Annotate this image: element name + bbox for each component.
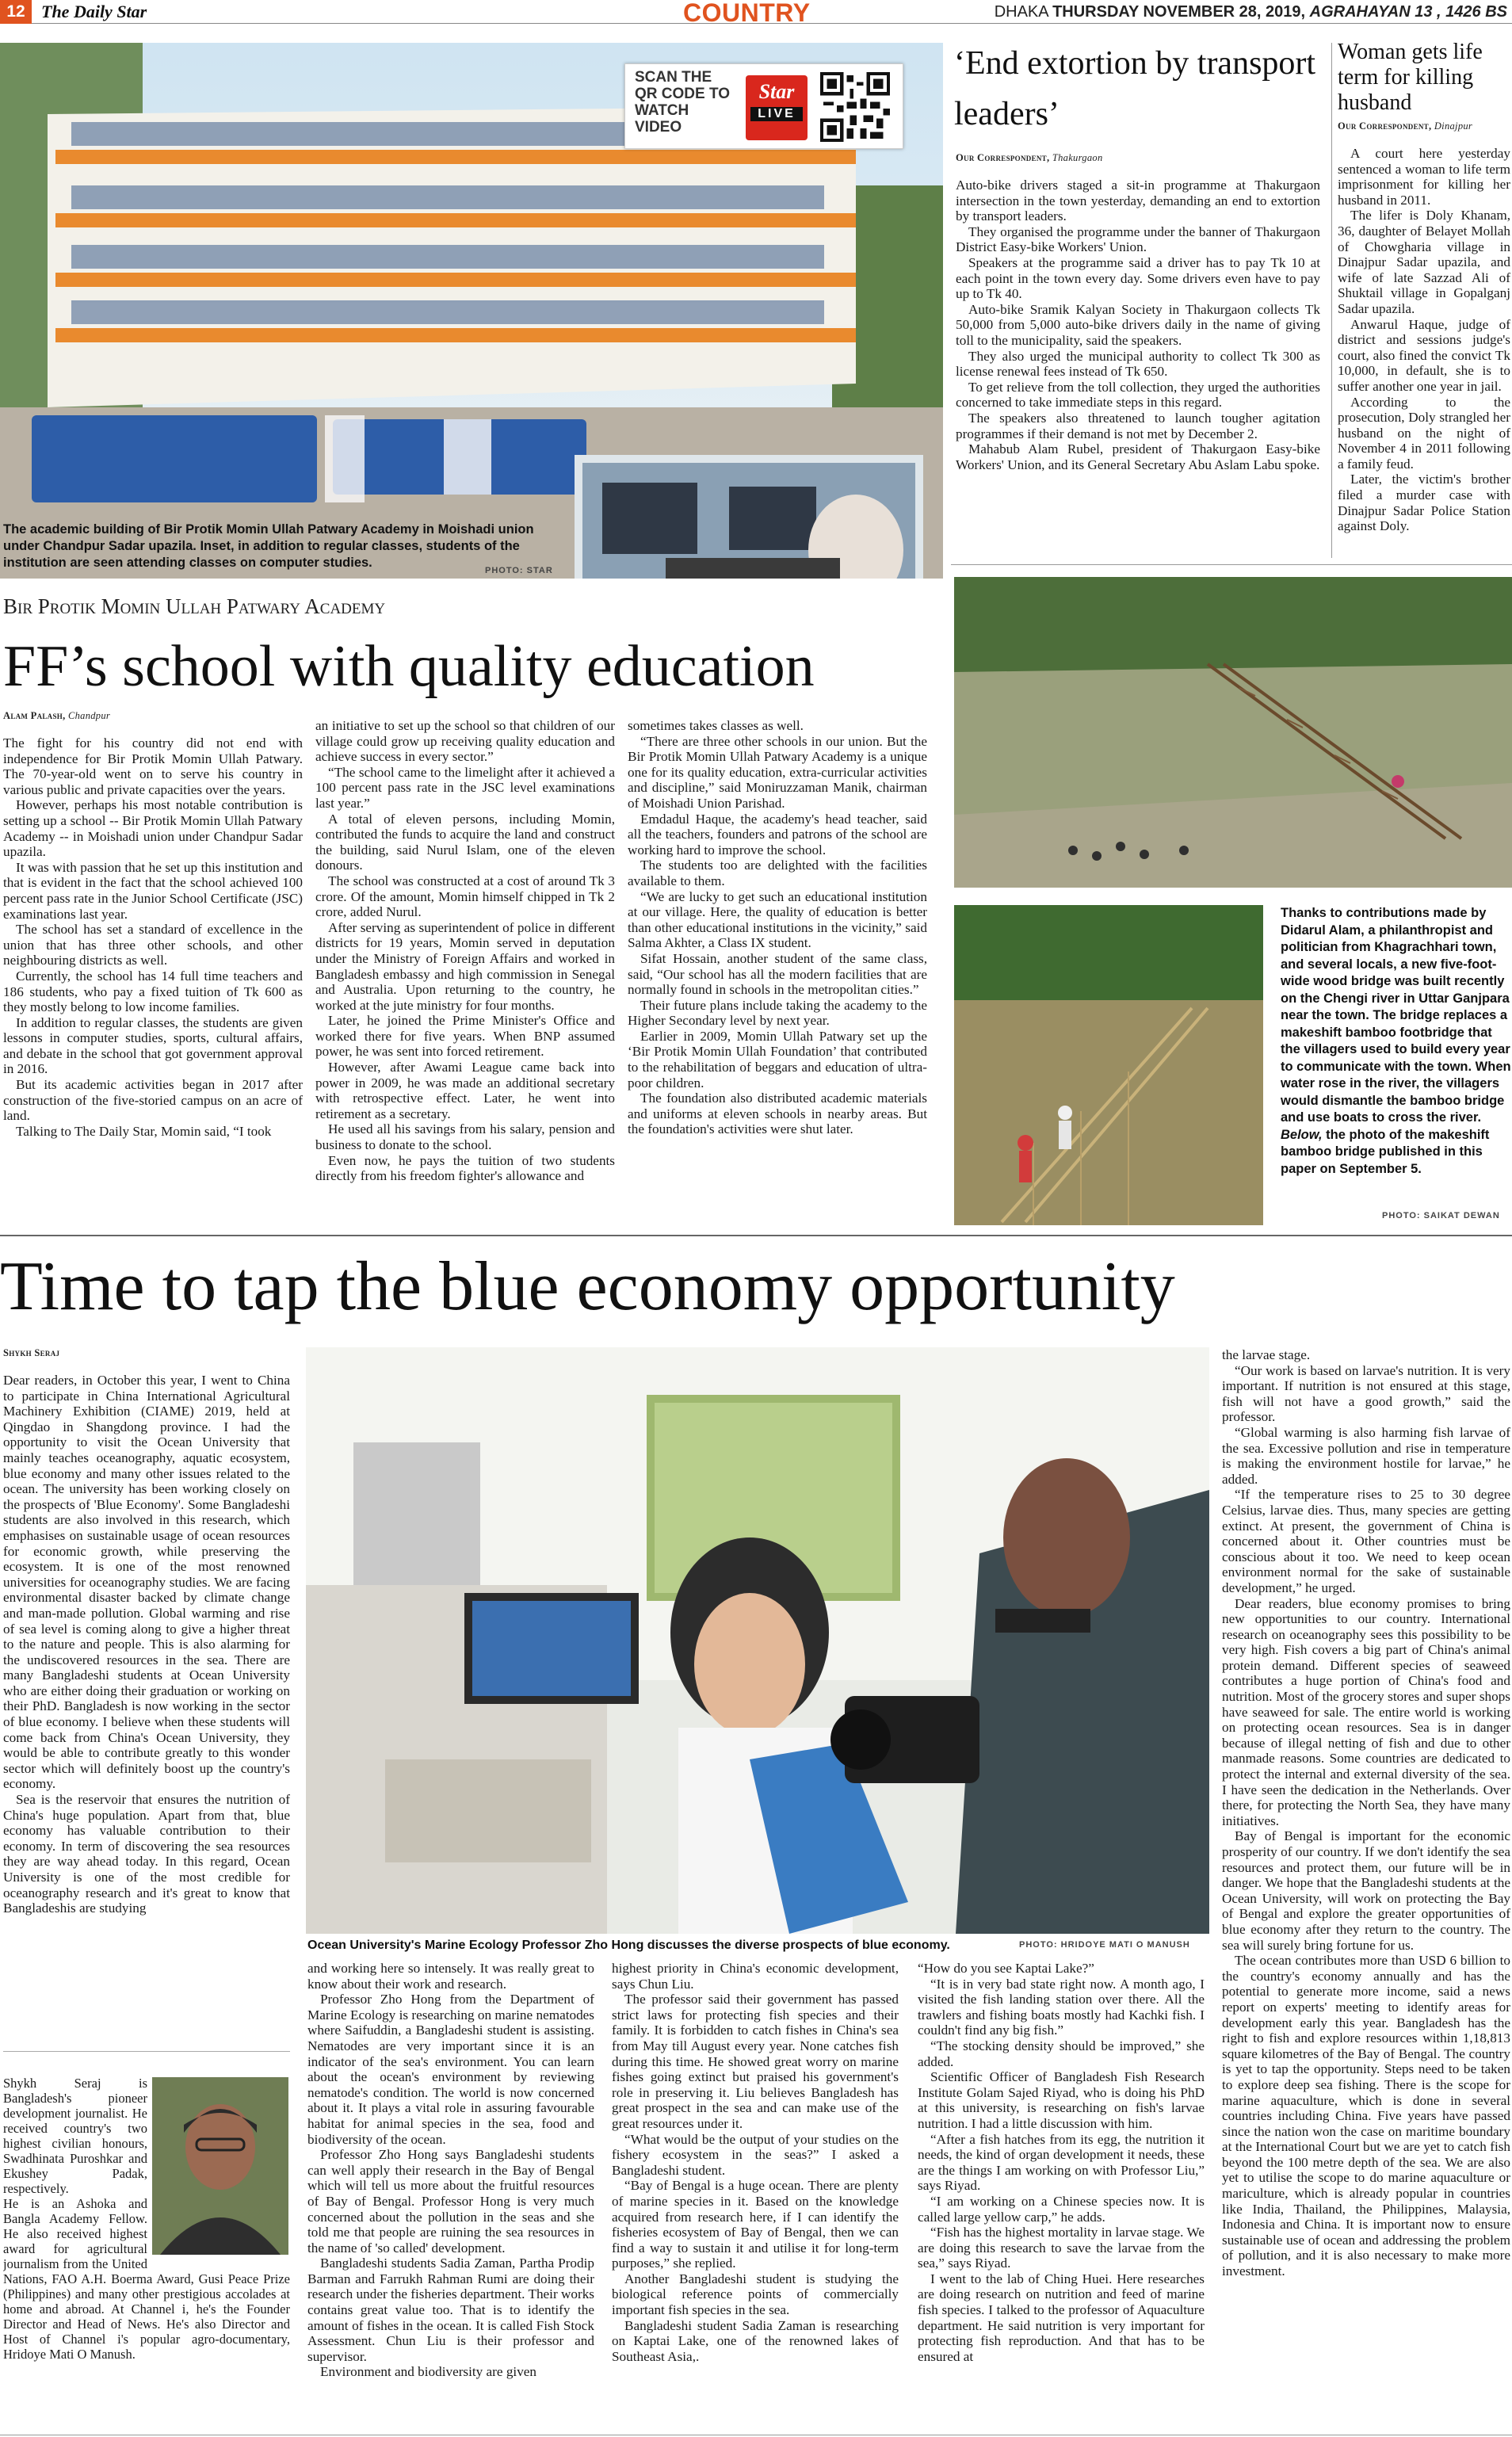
school-photo-credit: PHOTO: STAR	[485, 566, 553, 575]
school-col-3	[628, 718, 927, 1219]
bridge-photo-credit: PHOTO: SAIKAT DEWAN	[1382, 1211, 1500, 1220]
blue-col-3	[612, 1961, 899, 2432]
paragraph: It was with passion that he set up this institution and that is evident in the fact that the school achieved 100 percent pass rate in the Junior School Certificate (JSC) examinations last year.	[3, 859, 303, 922]
dateline-bengali: AGRAHAYAN 13 , 1426 BS	[1309, 3, 1507, 21]
paragraph: Later, the victim's brother filed a murder case with Dinajpur Sadar Police Station against Doly.	[1338, 472, 1510, 534]
bamboo-bridge-photo	[954, 905, 1263, 1225]
paragraph: Environment and biodiversity are given	[320, 2364, 537, 2380]
dateline-city: DHAKA	[994, 3, 1048, 21]
page-header	[0, 0, 1512, 27]
paragraph: Talking to The Daily Star, Momin said, “I took	[16, 1123, 272, 1139]
paragraph: According to the prosecution, Doly strangled her husband on the night of November 4 in 2011 following a family feud.	[1338, 394, 1510, 472]
paragraph: “The school came to the limelight after it achieved a 100 percent pass rate in the JSC level examinations last year.”	[315, 764, 615, 811]
paragraph: sometimes takes classes as well.	[628, 718, 804, 733]
woman-body	[1338, 146, 1510, 558]
paragraph: Their future plans include taking the academy to the Higher Secondary level by next year.	[628, 997, 927, 1029]
bridge-caption	[1281, 905, 1512, 1178]
paragraph: A court here yesterday sentenced a woman to life term imprisonment for killing her husband in 2011.	[1338, 146, 1510, 208]
star-live-logo	[746, 75, 808, 140]
paragraph: I went to the lab of Ching Huei. Here researches are doing research on nutrition and feed of marine fish species. I talked to the professor of Aquaculture department. He said nutrition is very important for protecting fish reproduction. And that has to be ensured at	[918, 2271, 1205, 2364]
qr-promo[interactable]	[624, 63, 903, 149]
school-byline-place: Chandpur	[67, 710, 111, 721]
paragraph: “Bay of Bengal is a huge ocean. There are plenty of marine species in it. Based on the knowledge acquired from research here, if I can identify the fisheries ecosystem of Bay of Bengal, then we can find a way to sustain it and utilise it for long-term purposes,” she replied.	[612, 2178, 899, 2271]
paragraph: Even now, he pays the tuition of two students directly from his freedom fighter's allowance and	[315, 1152, 615, 1184]
paragraph: Scientific Officer of Bangladesh Fish Research Institute Golam Sajed Riyad, who is doing his PhD at this university, is researching on fish's larvae nutrition. I had a little discussion with him.	[918, 2069, 1205, 2131]
paragraph: The ocean contributes more than USD 6 billion to the country's economy annually and has the potential to generate more income, said a news report on experts' meeting to identify areas for development early this year. Bangladesh has the right to fish and explore resources within 1,18,813 square kilometres of the Bay of Bengal. The country is yet to tap the opportunity. Steps need to be taken to explore deep sea fishing. There is the scope for marine aquaculture, which is done in several countries including China. Five years have passed since the nation won the case on maritime boundary at the International Court but we are yet to catch fish beyond the 100 metre depth of the sea. We are also yet to utilise the scope to do marine aquaculture or mariculture, which is already popular in countries like India, Thailand, the Philippines, Malaysia, Indonesia and China. It is important now to ensure sustainable use of ocean and addressing the problem of pollution, and it is also necessary to make more investment.	[1222, 1953, 1510, 2279]
woman-headline: Woman gets life term for killing husband	[1338, 40, 1483, 115]
divider-horizontal-top	[951, 564, 1512, 565]
author-bio-box	[3, 2051, 290, 2431]
school-headline: FF’s school with quality education	[3, 634, 815, 699]
blue-col-5	[1222, 1347, 1510, 2433]
paragraph: Currently, the school has 14 full time teachers and 186 students, who pay a fixed tuition of Tk 600 as they mostly belong to low income families.	[3, 968, 303, 1015]
paragraph: Another Bangladeshi student is studying the biological reference points of commercially important fish species in the sea.	[612, 2271, 899, 2318]
page-number: 12	[0, 0, 32, 24]
qr-code-icon[interactable]	[820, 72, 890, 142]
extortion-body	[956, 178, 1320, 558]
paragraph: “After a fish hatches from its egg, the nutrition it needs, the kind of organ development it needs, these are the things I am working on with Professor Liu,” says Riyad.	[918, 2131, 1205, 2194]
woman-byline	[1338, 120, 1472, 132]
school-kicker: Bir Protik Momin Ullah Patwary Academy	[3, 594, 386, 618]
woman-byline-place: Dinajpur	[1434, 120, 1473, 132]
paragraph: highest priority in China's economic development, says Chun Liu.	[612, 1961, 899, 1992]
paragraph: “Global warming is also harming fish larvae of the sea. Excessive pollution and rise in temperature is making the environment hostile for larvae,” he added.	[1222, 1424, 1510, 1487]
paragraph: Bay of Bengal is important for the economic prosperity of our country. If we don't identify the sea resources and protect them, our future will be in danger. We hope that the Bangladeshi students at the Ocean University, will work on protecting the Bay of Bengal and explore the greater opportunities of blue economy after they return to the country. The sea will surely bring fortune for us.	[1222, 1828, 1510, 1953]
paragraph: Bangladeshi students Sadia Zaman, Partha Prodip Barman and Farrukh Rahman Rumi are doing their research under the fisheries department. Their works contains great value too. That is to identify the amount of fishes in the ocean. It is called Fish Stock Assessment. Chun Liu is their professor and supervisor.	[307, 2256, 594, 2364]
paragraph: In addition to regular classes, the students are given lessons in computer studies, sports, cultural affairs, and debate in the school that got government approval in 2016.	[3, 1014, 303, 1077]
extortion-byline	[956, 152, 1103, 164]
blue-economy-headline: Time to tap the blue economy opportunity	[0, 1248, 1175, 1325]
paragraph: The students too are delighted with the facilities available to them.	[628, 858, 927, 888]
paragraph: “What would be the output of your studies on the fishery ecosystem in the seas?” I asked a Bangladeshi student.	[612, 2131, 899, 2178]
paragraph: “Fish has the highest mortality in larvae stage. We are doing this research to save the larvae from the sea,” says Riyad.	[918, 2225, 1205, 2271]
paragraph: “We are lucky to get such an educational institution at our village. Here, the quality of education is better than other educational institutions in the vicinity,” said Salma Akhter, a Class IX student.	[628, 888, 927, 951]
paragraph: and working here so intensely. It was really great to know about their work and research.	[307, 1961, 594, 1992]
school-byline-name: Alam Palash,	[3, 710, 66, 721]
paragraph: “There are three other schools in our union. But the Bir Protik Momin Ullah Patwary Academy is a unique one for its quality education, extra-curricular activities and discipline,” said Moniruzzaman Manik, chairman of Moishadi Union Parishad.	[628, 733, 927, 811]
logo-live-text: LIVE	[750, 107, 803, 121]
lab-photo-caption: Ocean University's Marine Ecology Professor Zho Hong discusses the diverse prospects of blue economy.	[307, 1939, 950, 1952]
paragraph: A total of eleven persons, including Momin, contributed the funds to acquire the land and construct the building, said Nurul Islam, one of the eleven donours.	[315, 811, 615, 873]
school-col-1	[3, 735, 303, 1219]
logo-star-text: Star	[758, 80, 795, 103]
paragraph: However, after Awami League came back into power in 2009, he was made an additional secretary with retrospective effect. Later, he went into retirement as a secretary.	[315, 1060, 615, 1121]
bridge-caption-tail: the photo of the makeshift bamboo bridge published in this paper on September 5.	[1281, 1127, 1490, 1176]
paragraph: Emdadul Haque, the academy's head teacher, said all the teachers, founders and patrons of the school are working hard to improve the school.	[628, 811, 927, 858]
paragraph: Anwarul Haque, judge of district and sessions judge's court, also fined the convict Tk 10,000, in default, she is to suffer another one year in jail.	[1338, 316, 1510, 394]
paragraph: Professor Zho Hong says Bangladeshi students can well apply their research in the Bay of Bengal which will tell us more about the fruitful resources of Bay of Bengal. Professor Hong is very much concerned about the pollution in the seas and she told me that people are ruining the sea resources in the name of 'so called' development.	[307, 2147, 594, 2256]
paragraph: Auto-bike drivers staged a sit-in programme at Thakurgaon intersection in the town yesterday, demanding an end to extortion by transport leaders.	[956, 178, 1320, 224]
paragraph: The fight for his country did not end with independence for Bir Protik Momin Ullah Patwary. The 70-year-old went on to serve his country in various public and private capacities over the years.	[3, 735, 303, 797]
paragraph: Professor Zho Hong from the Department of Marine Ecology is researching on marine nematodes where Saifuddin, a Bangladeshi student is assisting. Nematodes are very important since it is an indicator of the sea's environment. You can learn about the ocean's environment by reviewing nematode's condition. The world is now concerned about it. It plays a vital role in assuring favourable habitat for animal species in the sea, food and biodiversity of the ocean.	[307, 1992, 594, 2147]
extortion-byline-name: Our Correspondent,	[956, 152, 1050, 163]
paragraph: The school was constructed at a cost of around Tk 3 crore. Of the amount, Momin himself chipped in Tk 2 crore, added Nurul.	[315, 873, 615, 920]
dateline	[995, 3, 1507, 21]
paragraph: Speakers at the programme said a driver has to pay Tk 10 at each point in the town every day. Some drivers even have to pay up to Tk 40.	[956, 254, 1320, 302]
divider-vertical-top	[1331, 43, 1332, 558]
paragraph: The professor said their government has passed strict laws for protecting fish species and their family. It is forbidden to catch fishes in China's sea from May till August every year. None catches fish during this time. He showed great worry on marine fishes going extinct but praised his government's role in preserving it. Liu believes Bangladesh has great prospect in the sea and can make use of the great resources under it.	[612, 1992, 899, 2131]
dateline-date: THURSDAY NOVEMBER 28, 2019,	[1052, 3, 1306, 21]
paragraph: “How do you see Kaptai Lake?”	[918, 1961, 1094, 1976]
paragraph: But its academic activities began in 2017 after construction of the five-storied campus on an acre of land.	[3, 1077, 303, 1124]
masthead-logo: The Daily Star	[41, 2, 147, 21]
paragraph: Mahabub Alam Rubel, president of Thakurgaon Easy-bike Workers' Union, and its General Secretary Abu Aslam Labu spoke.	[956, 441, 1320, 472]
paragraph: They organised the programme under the banner of Thakurgaon District Easy-bike Workers' Union.	[956, 223, 1320, 255]
blue-col-2	[307, 1961, 594, 2432]
paragraph: Sifat Hossain, another student of the same class, said, “Our school has all the modern facilities that are normally found in schools in the metropolitan cities.”	[628, 950, 927, 998]
divider-horizontal-middle	[0, 1235, 1512, 1236]
school-byline	[3, 710, 110, 722]
bridge-caption-emph: Below,	[1281, 1127, 1323, 1142]
paragraph: Later, he joined the Prime Minister's Office and worked there for five years. When BNP assumed power, he was sent into forced retirement.	[315, 1013, 615, 1060]
paragraph: “The stocking density should be improved,” she added.	[918, 2038, 1205, 2069]
paragraph: The school has set a standard of excellence in the union that has three other schools, and other neighbouring districts as well.	[3, 922, 303, 968]
bridge-caption-main: Thanks to contributions made by Didarul Alam, a philanthropist and politician from Khagrachhari town, and several locals, a new five-foot-wide wood bridge was built recently on the Chengi river in Uttar Ganjpara near the town. The bridge replaces a makeshift bamboo footbridge that the villagers used to build every year to communicate with the town. When water rose in the river, the villagers would dismantle the bamboo bridge and use boats to cross the river.	[1281, 906, 1511, 1125]
paragraph: the larvae stage.	[1222, 1347, 1311, 1362]
school-photo-caption: The academic building of Bir Protik Momin Ullah Patwary Academy in Moishadi union under Chandpur Sadar upazila. Inset, in addition to regular classes, students of the institution are seen attending classes on computer studies.	[3, 522, 534, 570]
bio-paragraph: Shykh Seraj is Bangladesh's pioneer development journalist. He received country's two highest civilian honours, Swadhinata Puroshkar and Ekushey Padak, respectively.	[3, 2076, 147, 2196]
paragraph: “It is in very bad state right now. A month ago, I visited the fish landing station over there. All the trawlers and fishing boats mostly had Kachki fish. I couldn't find any big fish.”	[918, 1976, 1205, 2038]
paragraph: After serving as superintendent of police in different districts for 19 years, Momin served in deputation under the Ministry of Foreign Affairs and worked in Bangladesh embassy and high commission in Senegal and Australia. Upon returning to the country, he worked at the jute ministry for four months.	[315, 919, 615, 1013]
paragraph: To get relieve from the toll collection, they urged the authorities concerned to take immediate steps in this regard.	[956, 379, 1320, 411]
paragraph: “I am working on a Chinese species now. It is called large yellow carp,” he adds.	[918, 2193, 1205, 2225]
paragraph: “If the temperature rises to 25 to 30 degree Celsius, larvae dies. Thus, many species are getting extinct. At present, the government of China is concerned about it. Other countries must be conscious about it too. We need to keep ocean environment normal for the sake of sustainable development,” he urged.	[1222, 1487, 1510, 1595]
blue-col-4	[918, 1961, 1205, 2432]
bio-photo-spacer	[147, 2076, 290, 2258]
bio-paragraph: He is an Ashoka and Bangla Academy Fellow. He also received highest award for agricultural journalism from the United Nations, FAO A.H. Boerma Award, Gusi Peace Prize (Philippines) and many other prestigious accolades at home and abroad. At Channel i, he's the Founder Director and Head of News. He's also Director and Host of Channel i's popular agro-documentary, Hridoye Mati O Manush.	[3, 2196, 290, 2362]
paragraph: Dear readers, in October this year, I went to China to participate in China International Agricultural Machinery Exhibition (CIAME) 2019, held at Qingdao in Shangdong province. I had the opportunity to visit the Ocean University that mainly teaches oceanography, aquatic ecosystem, blue economy and many other issues related to the ocean. The university has been working closely on the prospects of 'Blue Economy'. Some Bangladeshi students are also involved in this research, which emphasises on sustainable usage of ocean resources for economic growth, while preserving the ecosystem. It is one of the most renowned universities for oceanography studies. We are facing environmental disaster backed by climate change and man-made pollution. Global warming and rise of sea level is coming along to give a higher threat to the nature and people. This is also alarming for the undiscovered resources in the sea. There are many Bangladeshi students at Ocean University who are either doing their graduation or working on their PhD. Bangladesh is now working in the sector of blue economy. I believe when these students will come back from China's Ocean University, they would be able to contribute greatly to this wonder sector which will definitely boost up the country's economy.	[3, 1373, 290, 1792]
paragraph: He used all his savings from his salary, pension and business to donate to the school.	[315, 1121, 615, 1153]
paragraph: Sea is the reservoir that ensures the nutrition of China's huge population. Apart from that, blue economy has valuable contribution to their economy. In term of discovering the sea resources they are way ahead today. In this regard, Ocean University is one of the most credible for oceanography research and it's great to know that Bangladeshis are studying	[3, 1792, 290, 1916]
wood-bridge-photo	[954, 577, 1512, 888]
woman-byline-name: Our Correspondent,	[1338, 120, 1432, 132]
school-col-2	[315, 718, 615, 1219]
paragraph: Earlier in 2009, Momin Ullah Patwary set up the ‘Bir Protik Momin Ullah Foundation’ that contributed to the rehabilitation of beggars and education of ultra-poor children.	[628, 1028, 927, 1091]
paragraph: Dear readers, blue economy promises to bring new opportunities to our country. International research on oceanography sees this possibility to be very high. Fish covers a big part of China's animal protein demand. Different species of seaweed contributes a huge portion of China's food and nutrition. Most of the grocery stores and super shops have seaweed for sale. The entire world is working on protecting ocean resources. Sea is in danger because of illegal netting of fish and due to other manmade reasons. Some countries are dedicated to protect the internal and external diversity of the sea. I have seen the dedication in the Netherlands. Over there, for protecting the North Sea, they have many initiatives.	[1222, 1595, 1510, 1828]
paragraph: an initiative to set up the school so that children of our village could grow up receiving quality education and achieve success in every sector.”	[315, 718, 615, 765]
paragraph: The lifer is Doly Khanam, 36, daughter of Belayet Mollah of Chowgharia village in Dinajpur Sadar upazila, and wife of late Sazzad Ali of Shuktail village in Gopalganj Sadar upazila.	[1338, 208, 1510, 316]
paragraph: “Our work is based on larvae's nutrition. It is very important. If nutrition is not ensured at this stage, fish will not have a good growth,” said the professor.	[1222, 1362, 1510, 1425]
extortion-byline-place: Thakurgaon	[1052, 152, 1103, 163]
extortion-headline: ‘End extortion by transport leaders’	[954, 45, 1316, 132]
paragraph: Bangladeshi student Sadia Zaman is researching on Kaptai Lake, one of the renowned lakes of Southeast Asia,.	[612, 2317, 899, 2364]
lab-photo-credit: PHOTO: HRIDOYE MATI O MANUSH	[1019, 1940, 1190, 1950]
professor-lab-photo	[306, 1347, 1209, 1934]
paragraph: The speakers also threatened to launch tougher agitation programmes if their demand is not met by December 2.	[956, 410, 1320, 441]
author-bio-text	[3, 2076, 290, 2424]
paragraph: They also urged the municipal authority to collect Tk 300 as license renewal fees instead of Tk 650.	[956, 348, 1320, 380]
blue-col-1	[3, 1373, 290, 2038]
paragraph: Auto-bike Sramik Kalyan Society in Thakurgaon collects Tk 50,000 from 5,000 auto-bike drivers daily in the name of giving toll to the municipality, said the speakers.	[956, 301, 1320, 348]
paragraph: The foundation also distributed academic materials and uniforms at eleven schools in nearby areas. But the foundation's activities were shut later.	[628, 1091, 927, 1137]
qr-text: SCAN THE QR CODE TO WATCH VIDEO	[635, 69, 730, 136]
paragraph: However, perhaps his most notable contribution is setting up a school -- Bir Protik Momin Ullah Patwary Academy -- in Moishadi union under Chandpur Sadar upazila.	[3, 797, 303, 860]
blue-economy-byline: Shykh Seraj	[3, 1347, 60, 1358]
section-title: COUNTRY	[683, 0, 811, 27]
